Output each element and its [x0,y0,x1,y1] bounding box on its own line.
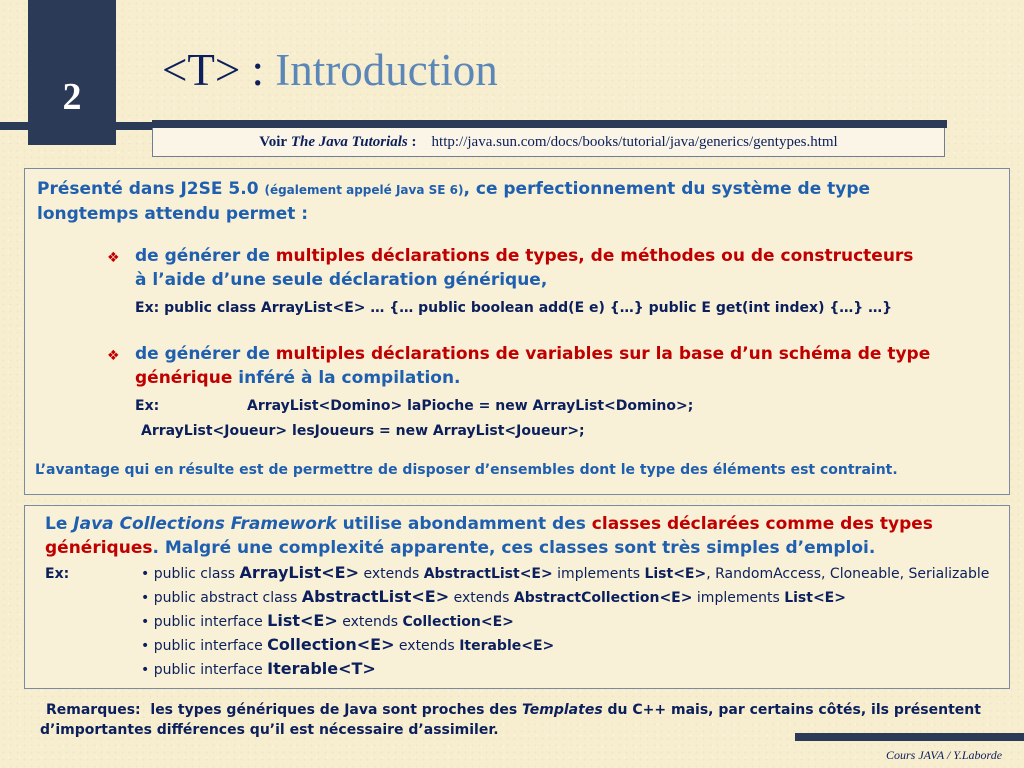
list-item-part-a: • public class [141,566,240,582]
framework-emphasis2: génériques [45,538,153,558]
list-item-part-g: , RandomAccess, Cloneable, Serializable [706,566,990,582]
framework-text-line2 [45,536,875,560]
remarks-part-a: les types génériques de Java sont proches des [150,702,518,718]
reference-source: The Java Tutorials [290,134,408,150]
list-item-part-b: ArrayList<E> [239,563,359,582]
list-item [141,610,514,633]
list-item-part-c: extends [359,566,424,582]
list-item-part-c: extends [394,638,460,654]
list-item-part-b: Iterable<T> [267,659,376,678]
list-item-part-f: List<E> [784,590,846,606]
list-item-part-a: • public interface [141,614,268,630]
framework-name: Java Collections Framework [73,514,337,534]
bullet1-text [135,244,913,292]
framework-example-label: Ex: [45,566,70,582]
list-item-part-e: implements [552,566,645,582]
list-item-part-d: Collection<E> [402,614,514,630]
intro-text [37,177,870,226]
list-item-part-c: extends [449,590,514,606]
collections-framework-panel [24,505,1010,689]
remarks-label: Remarques: [46,702,141,718]
list-item-part-b: AbstractList<E> [301,587,450,606]
title-main: Introduction [275,45,498,95]
framework-emphasis1: classes déclarées comme des types [591,514,933,534]
remarks-part-b: du C++ mais, par certains côtés, ils présentent [607,702,981,718]
list-item-part-b: List<E> [267,611,338,630]
list-item [141,634,554,657]
title-prefix: <T> : [162,45,264,95]
slide-title [162,42,498,98]
intro-part-a: Présenté dans J2SE 5.0 [37,179,259,199]
remarks-part-c: d’importantes différences qu’il est nécessaire d’assimiler. [40,722,499,738]
diamond-bullet-icon: ❖ [107,250,120,266]
list-item-part-f: List<E> [644,566,707,582]
list-item-part-b: Collection<E> [267,635,395,654]
reference-url[interactable]: http://java.sun.com/docs/books/tutorial/java/generics/gentypes.html [431,134,838,150]
framework-le: Le [45,514,68,534]
header-bar-left [0,122,152,130]
bullet2-line2-rest: inféré à la compilation. [238,368,461,388]
list-item [141,562,989,585]
list-item-part-a: • public interface [141,638,268,654]
advantage-note: L’avantage qui en résulte est de permettre de disposer d’ensembles dont le type des éléments est contraint. [35,462,898,478]
intro-small: (également appelé Java SE 6) [264,183,464,197]
header-bar-right [152,120,947,128]
list-item [141,658,376,681]
footer-credit: Cours JAVA / Y.Laborde [886,748,1003,762]
bullet2-example-line2: ArrayList<Joueur> lesJoueurs = new ArrayList<Joueur>; [141,423,585,439]
bullet1-emphasis: multiples déclarations de types, de méthodes ou de constructeurs [275,246,914,266]
bullet1-example: Ex: public class ArrayList<E> … {… public boolean add(E e) {…} public E get(int index) {…} …} [135,300,893,316]
intro-part-b: , ce perfectionnement du système de type [463,179,871,199]
diamond-bullet-icon: ❖ [107,348,120,364]
generics-intro-panel [24,168,1010,495]
list-item-part-a: • public interface [141,662,268,678]
reference-voir: Voir [259,134,288,150]
reference-box [152,128,945,157]
bullet1-line2: à l’aide d’une seule déclaration générique, [135,270,548,290]
list-item-part-c: extends [337,614,403,630]
intro-part-c: longtemps attendu permet : [37,204,309,224]
footer-bar [795,733,1024,741]
list-item [141,586,846,609]
remarks-templates: Templates [522,702,603,718]
bullet2-emphasis2: générique [135,368,233,388]
list-item-part-e: implements [692,590,785,606]
framework-text [45,512,933,536]
list-item-part-d: AbstractList<E> [423,566,553,582]
slide-number: 2 [28,0,116,145]
bullet2-example-label: Ex: [135,398,160,414]
list-item-part-d: Iterable<E> [459,638,555,654]
list-item-part-a: • public abstract class [141,590,302,606]
framework-uses: utilise abondamment des [342,514,586,534]
bullet2-emphasis1: multiples déclarations de variables sur la base d’un schéma de type [275,344,931,364]
reference-colon: : [411,134,417,150]
bullet2-lead: de générer de [135,344,270,364]
bullet2-example-line1: ArrayList<Domino> laPioche = new ArrayList<Domino>; [247,398,694,414]
list-item-part-d: AbstractCollection<E> [513,590,693,606]
bullet1-lead: de générer de [135,246,270,266]
framework-rest: . Malgré une complexité apparente, ces classes sont très simples d’emploi. [152,538,876,558]
bullet2-text [135,342,930,390]
